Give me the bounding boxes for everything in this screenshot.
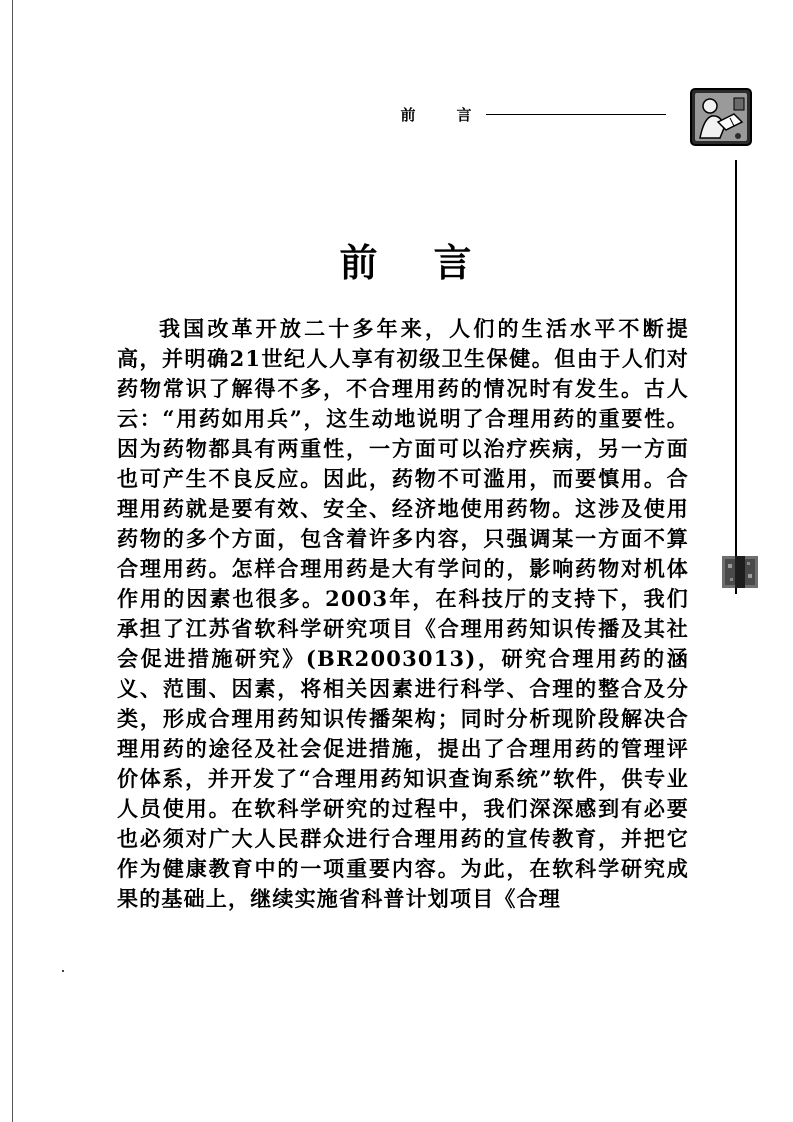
side-tab-rule bbox=[735, 160, 737, 560]
chapter-title-char-2: 言 bbox=[433, 241, 472, 285]
preface-paragraph: 我国改革开放二十多年来，人们的生活水平不断提高，并明确21世纪人人享有初级卫生保健。但由于人们对药物常识了解得不多，不合理用药的情况时有发生。古人云：“用药如用兵”，这生动地说明了合理用药的重要性。因为药物都具有两重性，一方面可以治疗疾病，另一方面也可产生不良反应。因此，药物不可滥用，而要慎用。合理用药就是要有效、安全、经济地使用药物。这涉及使用药物的多个方面，包含着许多内容，只强调某一方面不算合理用药。怎样合理用药是大有学问的，影响药物对机体作用的因素也很多。2003年，在科技厅的支持下，我们承担了江苏省软科学研究项目《合理用药知识传播及其社会促进措施研究》(BR2003013)，研究合理用药的涵义、范围、因素，将相关因素进行科学、合理的整合及分类，形成合理用药知识传播架构；同时分析现阶段解决合理用药的途径及社会促进措施，提出了合理用药的管理评价体系，并开发了“合理用药知识查询系统”软件，供专业人员使用。在软科学研究的过程中，我们深深感到有必要也必须对广大人民群众进行合理用药的宣传教育，并把它作为健康教育中的一项重要内容。为此，在软科学研究成果的基础上，继续实施省科普计划项目《合理 bbox=[117, 316, 689, 911]
page-binding-line bbox=[12, 0, 13, 1122]
running-header bbox=[400, 104, 666, 125]
running-title-char-1: 前 bbox=[400, 106, 416, 124]
reading-figure-emblem-icon bbox=[690, 88, 752, 146]
chapter-title bbox=[0, 232, 793, 287]
chapter-title-char-1: 前 bbox=[339, 241, 378, 285]
header-rule bbox=[486, 114, 666, 115]
side-tab-marker bbox=[722, 556, 758, 588]
side-tab-rule-lower bbox=[735, 588, 737, 594]
scan-speck bbox=[62, 970, 64, 972]
running-title-char-2: 言 bbox=[456, 106, 472, 124]
